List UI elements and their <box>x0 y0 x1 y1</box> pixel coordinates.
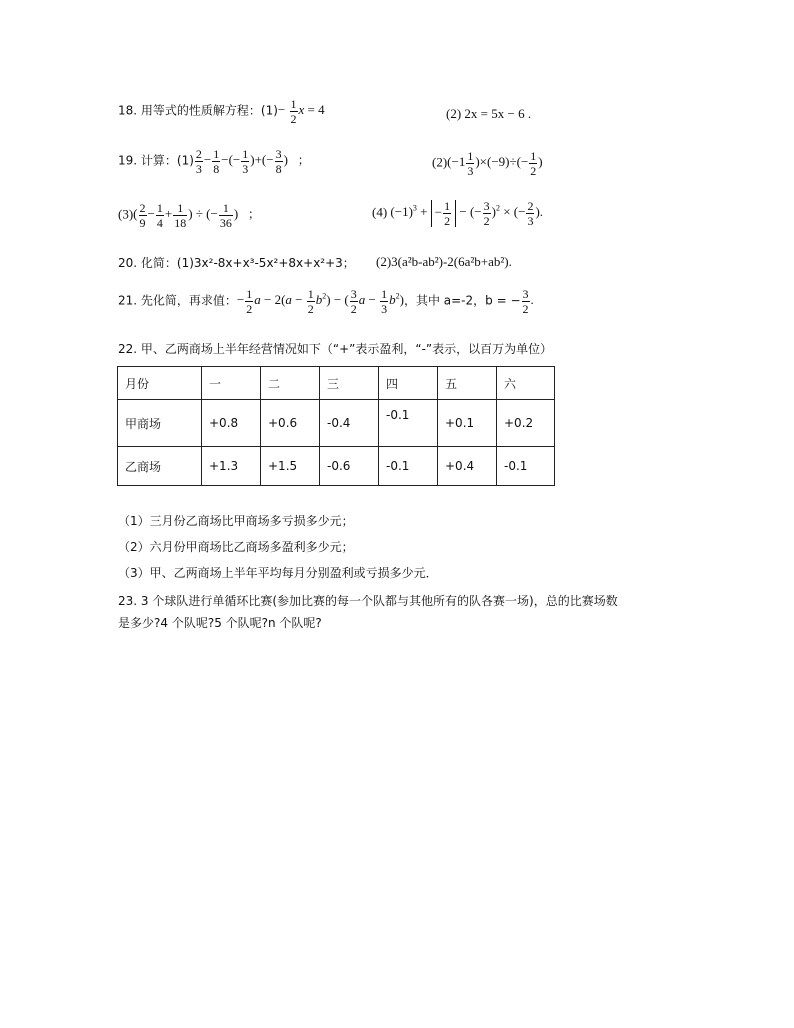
question-21 <box>118 288 534 315</box>
q19-expr3: ( $\frac{2}{9}$ − $\frac{1}{4}$ + $\frac{1}{18}$ ) ÷ (− $\frac{1}{36}$ ) <box>133 201 239 230</box>
header-cell: 六 <box>497 367 555 400</box>
header-cell: 五 <box>438 367 497 400</box>
question-23-line2: 是多少?4 个队呢?5 个队呢?n 个队呢? <box>118 616 322 630</box>
q19-part3 <box>118 202 260 229</box>
table-cell: +0.2 <box>497 400 555 447</box>
q19-part2-prefix: (2) <box>432 154 448 170</box>
q22-sub2: （2）六月份甲商场比乙商场多盈利多少元； <box>118 540 354 554</box>
question-18 <box>118 98 325 125</box>
q19-sep1: ； <box>297 153 310 168</box>
table-cell: -0.1 <box>379 447 438 486</box>
q19-part3-prefix: (3) <box>118 206 134 222</box>
table-cell: -0.6 <box>320 447 379 486</box>
row-label: 乙商场 <box>118 447 202 486</box>
q20-part2: (2)3(a²b-ab²)-2(6a²b+ab²). <box>376 254 512 269</box>
q22-sub3: （3）甲、乙两商场上半年平均每月分别盈利或亏损多少元． <box>118 566 438 580</box>
table-cell: +1.5 <box>261 447 320 486</box>
question-23-line1: 23. 3 个球队进行单循环比赛(参加比赛的每一个队都与其他所有的队各赛一场)，总的比赛场数 <box>118 594 618 608</box>
table-cell: -0.4 <box>320 400 379 447</box>
q21-prefix: 21. 先化简，再求值： <box>118 293 237 308</box>
header-cell: 三 <box>320 367 379 400</box>
table-cell: +1.3 <box>202 447 261 486</box>
table-cell: -0.1 <box>379 400 438 447</box>
q19-expr4: $(-1)^3$ + − $\frac{1}{2}$ − (− $\frac{3}{2}$ )$^2$ × (− $\frac{2}{3}$ ). <box>387 199 544 228</box>
q18-part2: (2) 2x = 5x − 6 . <box>446 106 532 121</box>
table-header-row <box>118 367 555 400</box>
q18-eq1: − $\frac{1}{2}$ x = 4 <box>277 97 325 126</box>
q19-expr1: $\frac{2}{3}$ − $\frac{1}{8}$ −(− $\frac{1}{3}$ )+(− $\frac{3}{8}$ ) <box>195 147 288 176</box>
q19-expr2: (−1 $\frac{1}{3}$ )×(−9)÷(− $\frac{1}{2}$ ) <box>447 149 543 178</box>
question-22-intro: 22. 甲、乙两商场上半年经营情况如下（“+”表示盈利，“-”表示，以百万为单位） <box>118 342 553 356</box>
question-19 <box>118 148 310 175</box>
q21-expr: − $\frac{1}{2}$ a − 2(a − $\frac{1}{2}$ $b^2$) − ( $\frac{3}{2}$ a − $\frac{1}{3}$ $b^2$) <box>236 287 404 316</box>
header-cell: 月份 <box>118 367 202 400</box>
business-table <box>117 366 555 486</box>
q18-prefix: 18. 用等式的性质解方程：(1) <box>118 103 278 118</box>
question-20: 20. 化简：(1)3x²-8x+x³-5x²+8x+x²+3； <box>118 256 355 270</box>
q19-part4-prefix: (4) <box>372 204 388 220</box>
table-row <box>118 447 555 486</box>
q19-part2 <box>432 150 543 177</box>
table-cell: +0.4 <box>438 447 497 486</box>
q19-prefix: 19. 计算：(1) <box>118 153 194 168</box>
q21-suffix: ，其中 a=-2，b = − <box>403 293 521 308</box>
table-cell: -0.1 <box>497 447 555 486</box>
q19-part4 <box>372 200 543 227</box>
row-label: 甲商场 <box>118 400 202 447</box>
header-cell: 四 <box>379 367 438 400</box>
table-cell: +0.6 <box>261 400 320 447</box>
q22-sub1: （1）三月份乙商场比甲商场多亏损多少元； <box>118 514 354 528</box>
header-cell: 二 <box>261 367 320 400</box>
table-cell: +0.8 <box>202 400 261 447</box>
header-cell: 一 <box>202 367 261 400</box>
table-row <box>118 400 555 447</box>
q21-b-value: $\frac{3}{2}$ . <box>522 287 534 316</box>
q19-sep3: ； <box>248 207 261 222</box>
table-cell: +0.1 <box>438 400 497 447</box>
